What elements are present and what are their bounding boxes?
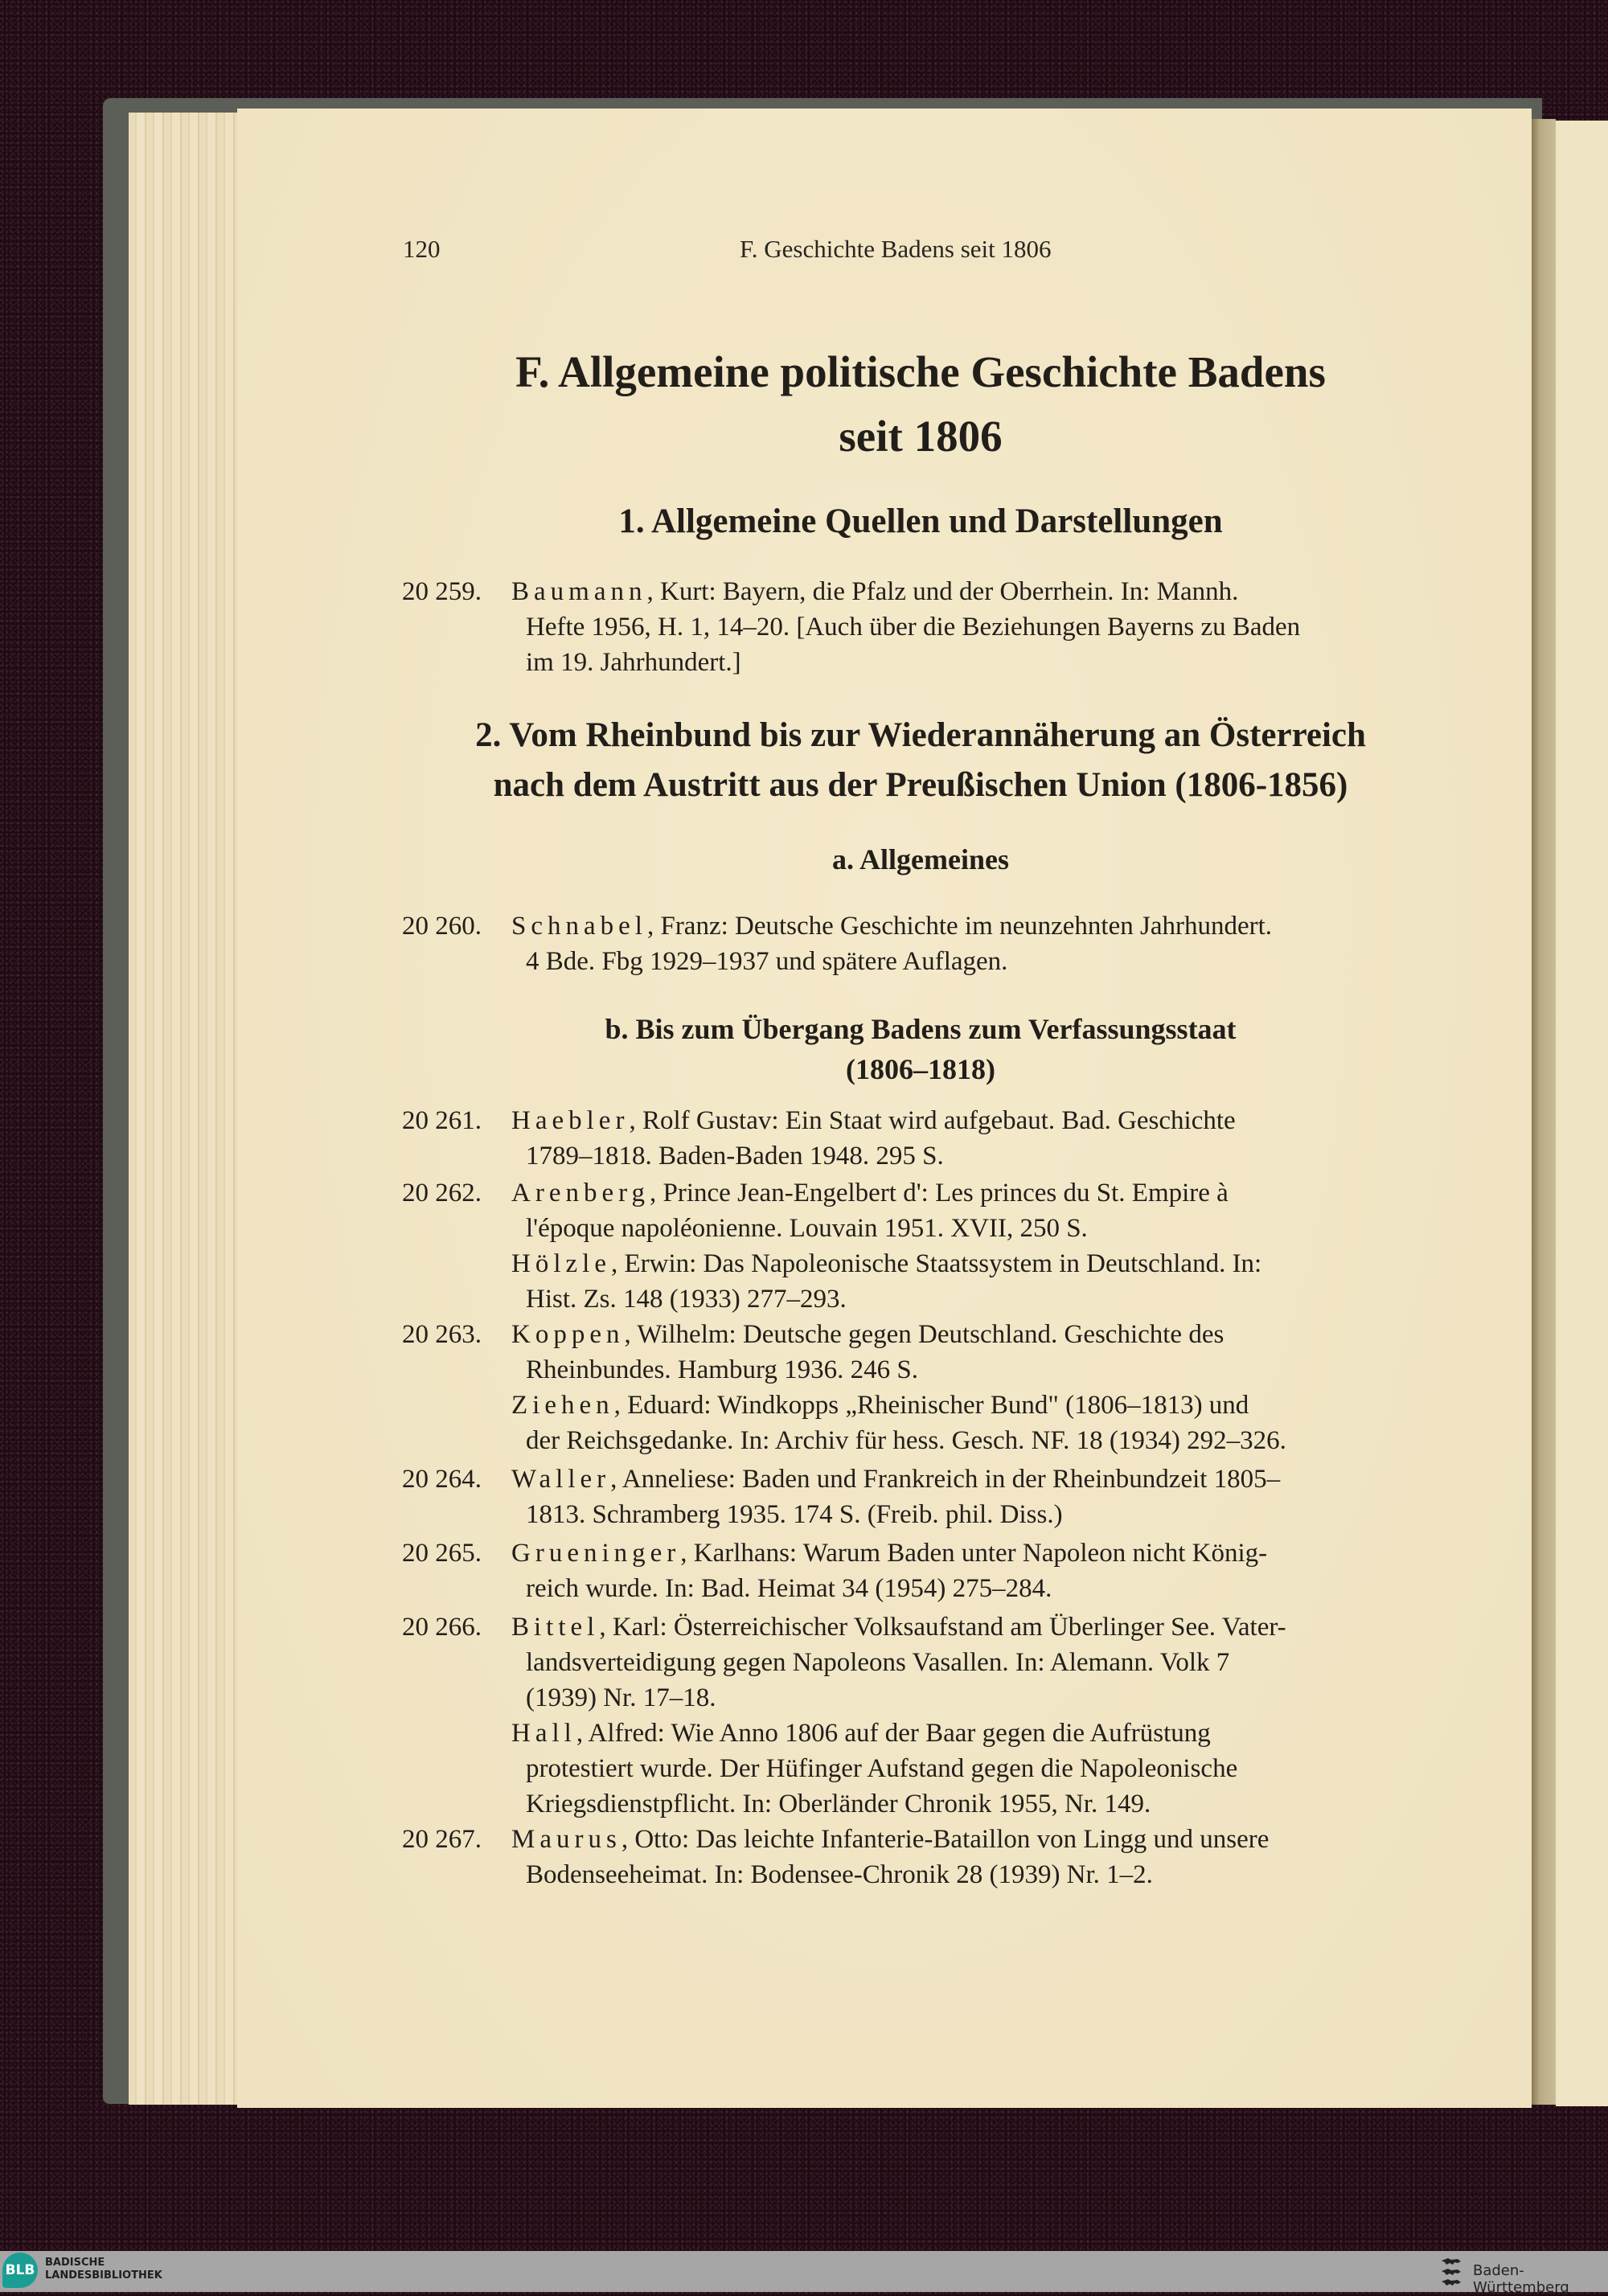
entry-author: Waller xyxy=(511,1465,611,1494)
entry-author: Arenberg xyxy=(511,1179,650,1207)
section-2-heading-line1: 2. Vom Rheinbund bis zur Wiederannäherung an Österreich xyxy=(475,716,1366,754)
page-number: 120 xyxy=(403,235,441,263)
running-head xyxy=(0,235,1608,267)
running-title: F. Geschichte Badens seit 1806 xyxy=(740,235,1052,263)
related-entry: Ziehen, Eduard: Windkopps „Rheinischer Bund" (1806–1813) und der Reichsgedanke. In: Archiv für hess. Gesch. NF. 18 (1934) 292–326. xyxy=(511,1391,1286,1455)
page-edges xyxy=(129,113,241,2105)
baden-wuerttemberg-lions-icon[interactable] xyxy=(1440,2256,1462,2288)
chapter-title-line1: F. Allgemeine politische Geschichte Badens xyxy=(515,347,1326,396)
entry-author: Bittel xyxy=(511,1613,600,1642)
bibliography-entry: 20 266. Bittel, Karl: Österreichischer Volksaufstand am Überlinger See. Vater- landsverteidigung gegen Napoleons Vasallen. In: Alemann. Volk 7 (1939) Nr. 17–18. Hall, Alfred: Wie Anno 1806 auf der Baar gegen die Aufrüstung protestiert wurde. Der Hüfinger Aufstand gegen die Napoleonische Kriegsdienstpflicht. In: Oberländer Chronik 1955, Nr. 149. xyxy=(402,1609,1439,1822)
entry-author: Haebler xyxy=(511,1106,630,1135)
bibliography-entry: 20 259. Baumann, Kurt: Bayern, die Pfalz und der Oberrhein. In: Mannh. Hefte 1956, H. 1, 14–20. [Auch über die Beziehungen Bayerns zu Baden im 19. Jahrhundert.] xyxy=(402,574,1439,680)
entry-author: Koppen xyxy=(511,1320,625,1349)
footer-bar xyxy=(0,2251,1608,2296)
entry-author: Grueninger xyxy=(511,1539,681,1568)
related-entry: Hölzle, Erwin: Das Napoleonische Staatssystem in Deutschland. In: Hist. Zs. 148 (1933) 277–293. xyxy=(511,1249,1262,1314)
bibliography-entry: 20 264. Waller, Anneliese: Baden und Frankreich in der Rheinbundzeit 1805– 1813. Schramberg 1935. 174 S. (Freib. phil. Diss.) xyxy=(402,1462,1439,1532)
subsection-a-heading: a. Allgemeines xyxy=(832,843,1009,875)
entry-author: Schnabel xyxy=(511,912,647,941)
entry-number: 20 259. xyxy=(402,577,482,606)
library-name[interactable]: BADISCHE LANDESBIBLIOTHEK xyxy=(45,2257,162,2282)
entry-author: Hall xyxy=(511,1719,576,1748)
entry-number: 20 264. xyxy=(402,1465,482,1494)
entry-number: 20 265. xyxy=(402,1539,482,1568)
facing-page-edge xyxy=(1556,121,1608,2106)
entry-number: 20 266. xyxy=(402,1613,482,1642)
entry-author: Maurus xyxy=(511,1825,621,1854)
subsection-b-heading-line2: (1806–1818) xyxy=(846,1053,995,1085)
bibliography-entry: 20 262. Arenberg, Prince Jean-Engelbert d': Les princes du St. Empire à l'époque napoléonienne. Louvain 1951. XVII, 250 S. Hölzle, Erwin: Das Napoleonische Staatssystem in Deutschland. In: Hist. Zs. 148 (1933) 277–293. xyxy=(402,1175,1439,1317)
entry-author: Ziehen xyxy=(511,1391,614,1420)
section-2-heading-line2: nach dem Austritt aus der Preußischen Union (1806-1856) xyxy=(493,766,1348,804)
bibliography-entry: 20 260. Schnabel, Franz: Deutsche Geschichte im neunzehnten Jahrhundert. 4 Bde. Fbg 1929–1937 und spätere Auflagen. xyxy=(402,908,1439,979)
related-entry: Hall, Alfred: Wie Anno 1806 auf der Baar gegen die Aufrüstung protestiert wurde. Der Hüfinger Aufstand gegen die Napoleonische Kriegsdienstpflicht. In: Oberländer Chronik 1955, Nr. 149. xyxy=(511,1719,1238,1818)
entry-number: 20 263. xyxy=(402,1320,482,1349)
bibliography-entry: 20 267. Maurus, Otto: Das leichte Infanterie-Bataillon von Lingg und unsere Bodenseeheimat. In: Bodensee-Chronik 28 (1939) Nr. 1–2. xyxy=(402,1822,1439,1892)
entry-author: Baumann xyxy=(511,577,647,606)
entry-author: Hölzle xyxy=(511,1249,611,1278)
entry-number: 20 262. xyxy=(402,1179,482,1207)
state-name[interactable]: Baden-Württemberg xyxy=(1473,2262,1569,2296)
entry-number: 20 260. xyxy=(402,912,482,941)
chapter-title-line2: seit 1806 xyxy=(839,412,1003,461)
blb-logo-icon[interactable]: BLB xyxy=(2,2253,38,2288)
book-gutter xyxy=(1532,119,1556,2105)
bibliography-entry: 20 265. Grueninger, Karlhans: Warum Baden unter Napoleon nicht König- reich wurde. In: Bad. Heimat 34 (1954) 275–284. xyxy=(402,1535,1439,1606)
bibliography-entry: 20 261. Haebler, Rolf Gustav: Ein Staat wird aufgebaut. Bad. Geschichte 1789–1818. Baden-Baden 1948. 295 S. xyxy=(402,1103,1439,1174)
subsection-b-heading-line1: b. Bis zum Übergang Badens zum Verfassungsstaat xyxy=(605,1013,1237,1045)
entry-number: 20 261. xyxy=(402,1106,482,1135)
section-1-heading: 1. Allgemeine Quellen und Darstellungen xyxy=(618,502,1223,540)
entry-number: 20 267. xyxy=(402,1825,482,1854)
bibliography-entry: 20 263. Koppen, Wilhelm: Deutsche gegen Deutschland. Geschichte des Rheinbundes. Hamburg 1936. 246 S. Ziehen, Eduard: Windkopps „Rheinischer Bund" (1806–1813) und der Reichsgedanke. In: Archiv für hess. Gesch. NF. 18 (1934) 292–326. xyxy=(402,1317,1439,1458)
